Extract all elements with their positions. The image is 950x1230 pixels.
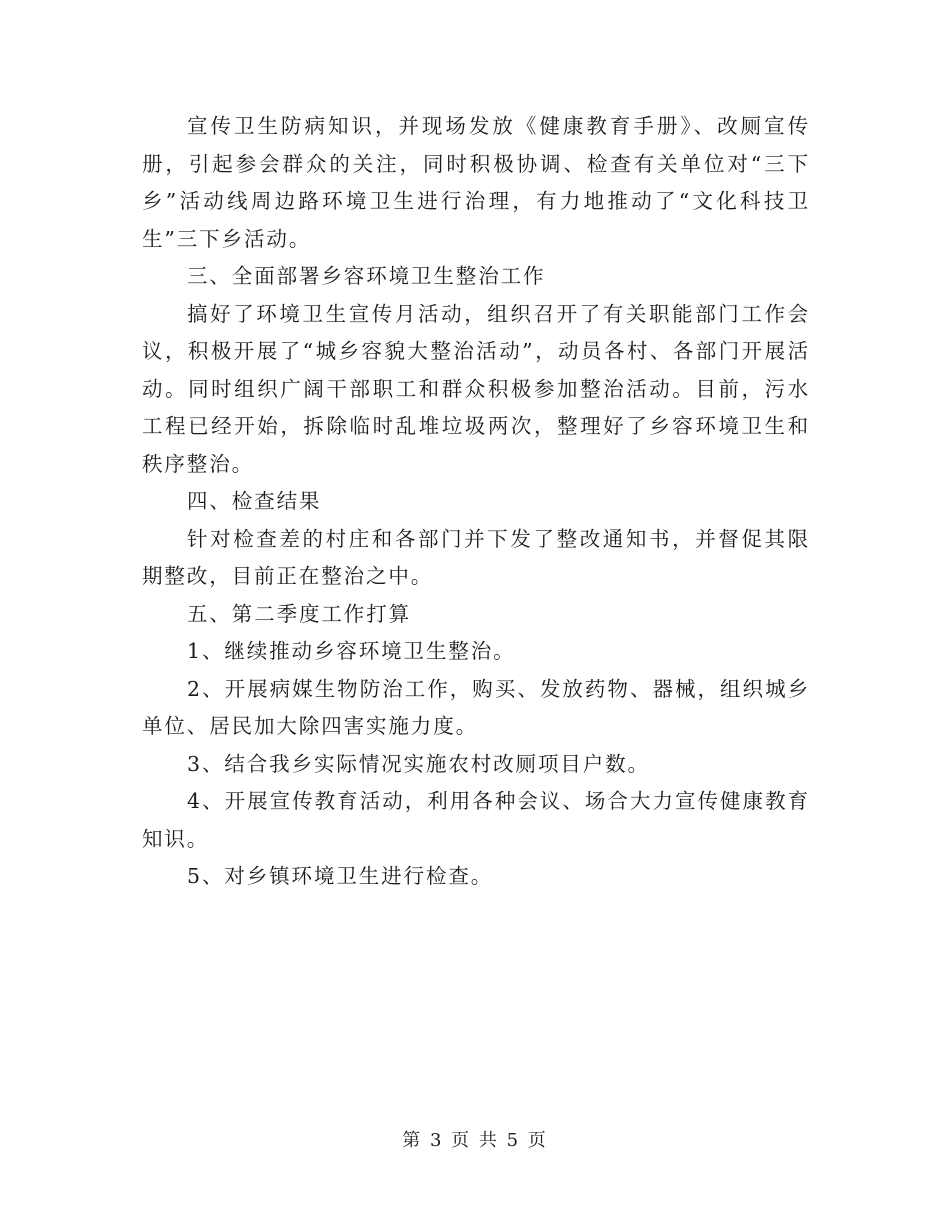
section-heading-3: 三、全面部署乡容环境卫生整治工作 <box>187 264 546 288</box>
paragraph-section-3: 搞好了环境卫生宣传月活动，组织召开了有关职能部门工作会议，积极开展了“城乡容貌大整治活动”，动员各村、各部门开展活动。同时组织广阔干部职工和群众积极参加整治活动。目前，污水工程已经开始，拆除临时乱堆垃圾两次，整理好了乡容环境卫生和秩序整治。 <box>142 301 810 476</box>
plan-item-3: 3、结合我乡实际情况实施农村改厕项目户数。 <box>187 751 650 776</box>
plan-item-2: 2、开展病媒生物防治工作，购买、发放药物、器械，组织城乡单位、居民加大除四害实施力度。 <box>142 676 810 738</box>
document-body <box>142 108 810 896</box>
paragraph-section-4: 针对检查差的村庄和各部门并下发了整改通知书，并督促其限期整改，目前正在整治之中。 <box>142 526 810 588</box>
section-heading-5: 五、第二季度工作打算 <box>187 601 411 626</box>
section-heading-4: 四、检查结果 <box>187 489 322 513</box>
plan-item-4: 4、开展宣传教育活动，利用各种会议、场合大力宣传健康教育知识。 <box>142 789 810 851</box>
page-number-label: 第 3 页 共 5 页 <box>402 1130 548 1151</box>
paragraph-intro-continuation: 宣传卫生防病知识，并现场发放《健康教育手册》、改厕宣传册，引起参会群众的关注，同时积极协调、检查有关单位对“三下乡”活动线周边路环境卫生进行治理，有力地推动了“文化科技卫生”三下乡活动。 <box>142 114 810 251</box>
plan-item-5: 5、对乡镇环境卫生进行检查。 <box>187 864 494 888</box>
plan-item-1: 1、继续推动乡容环境卫生整治。 <box>187 639 516 663</box>
page-footer <box>0 1126 950 1152</box>
